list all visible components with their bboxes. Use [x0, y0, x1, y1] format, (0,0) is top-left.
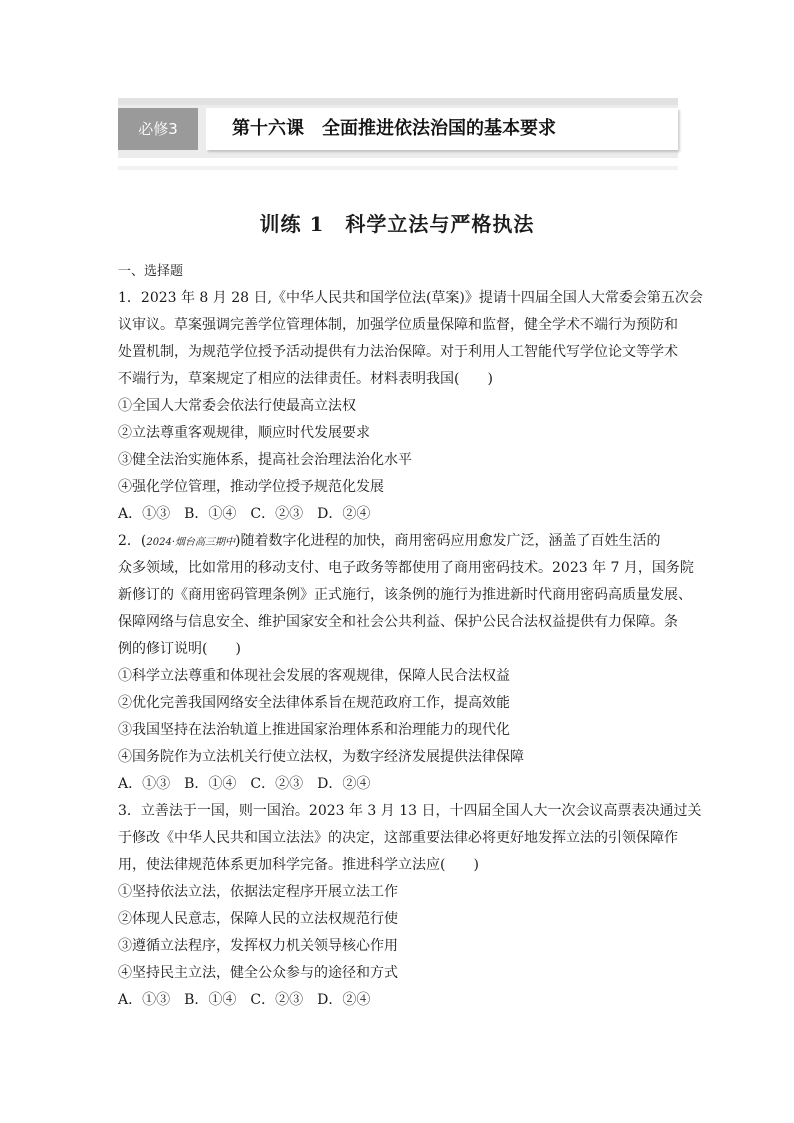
- question-stem-text: )随着数字化进程的加快，商用密码应用愈发广泛，涵盖了百姓生活的: [235, 533, 661, 549]
- question-stem-line: 于修改《中华人民共和国立法法》的决定，这部重要法律必将更好地发挥立法的引领保障作: [118, 830, 678, 846]
- option-item: ④国务院作为立法机关行使立法权，为数字经济发展提供法律保障: [118, 749, 524, 765]
- question-2: [118, 528, 694, 798]
- question-number: 2．(: [118, 533, 147, 549]
- answer-choices: A．①③ B．①④ C．②③ D．②④: [118, 776, 371, 792]
- option-item: ④强化学位管理，推动学位授予规范化发展: [118, 479, 384, 495]
- option-item: ③遵循立法程序，发挥权力机关领导核心作用: [118, 938, 398, 954]
- answer-choices: A．①③ B．①④ C．②③ D．②④: [118, 506, 371, 522]
- question-stem-line: 不端行为，草案规定了相应的法律责任。材料表明我国( ): [118, 371, 493, 387]
- module-tag: 必修3: [118, 108, 198, 150]
- option-item: ①坚持依法立法，依据法定程序开展立法工作: [118, 884, 398, 900]
- option-item: ①科学立法尊重和体现社会发展的客观规律，保障人民合法权益: [118, 668, 510, 684]
- question-stem-line: 保障网络与信息安全、维护国家安全和社会公共利益、保护公民合法权益提供有力保障。条: [118, 614, 678, 630]
- option-item: ①全国人大常委会依法行使最高立法权: [118, 398, 356, 414]
- training-title: 训练 1 科学立法与严格执法: [259, 212, 535, 236]
- lesson-title: 第十六课 全面推进依法治国的基本要求: [232, 118, 556, 139]
- option-item: ③我国坚持在法治轨道上推进国家治理体系和治理能力的现代化: [118, 722, 510, 738]
- banner-top-stripe: [118, 98, 678, 105]
- question-1: [118, 285, 703, 528]
- question-source: 2024·烟台高三期中: [146, 537, 236, 548]
- lesson-title-box: [206, 108, 678, 150]
- answer-choices: A．①③ B．①④ C．②③ D．②④: [118, 992, 371, 1008]
- question-stem-line: 议审议。草案强调完善学位管理体制，加强学位质量保障和监督，健全学术不端行为预防和: [118, 317, 678, 333]
- option-item: ②优化完善我国网络安全法律体系旨在规范政府工作，提高效能: [118, 695, 510, 711]
- question-stem-line: [118, 528, 680, 555]
- question-stem-line: 1．2023 年 8 月 28 日,《中华人民共和国学位法(草案)》提请十四届全国人大常委会第五次会: [118, 290, 703, 306]
- question-content: [118, 258, 703, 1014]
- section-heading: 一、选择题: [118, 264, 184, 279]
- lesson-banner: [118, 98, 678, 158]
- question-3: [118, 798, 702, 1014]
- option-item: ③健全法治实施体系，提高社会治理法治化水平: [118, 452, 412, 468]
- option-item: ②立法尊重客观规律，顺应时代发展要求: [118, 425, 370, 441]
- question-stem-line: 新修订的《商用密码管理条例》正式施行，该条例的施行为推进新时代商用密码高质量发展、: [118, 587, 692, 603]
- question-stem-line: 用，使法律规范体系更加科学完备。推进科学立法应( ): [118, 857, 479, 873]
- question-stem-line: 3．立善法于一国，则一国治。2023 年 3 月 13 日，十四届全国人大一次会议高票表决通过关: [118, 803, 702, 819]
- question-stem-line: 例的修订说明( ): [118, 641, 241, 657]
- question-stem-line: 处置机制，为规范学位授予活动提供有力法治保障。对于利用人工智能代写学位论文等学术: [118, 344, 678, 360]
- question-stem-line: 众多领域，比如常用的移动支付、电子政务等都使用了商用密码技术。2023 年 7 月，国务院: [118, 560, 694, 576]
- option-item: ②体现人民意志，保障人民的立法权规范行使: [118, 911, 398, 927]
- option-item: ④坚持民主立法，健全公众参与的途径和方式: [118, 965, 398, 981]
- banner-bottom-stripe: [118, 166, 678, 170]
